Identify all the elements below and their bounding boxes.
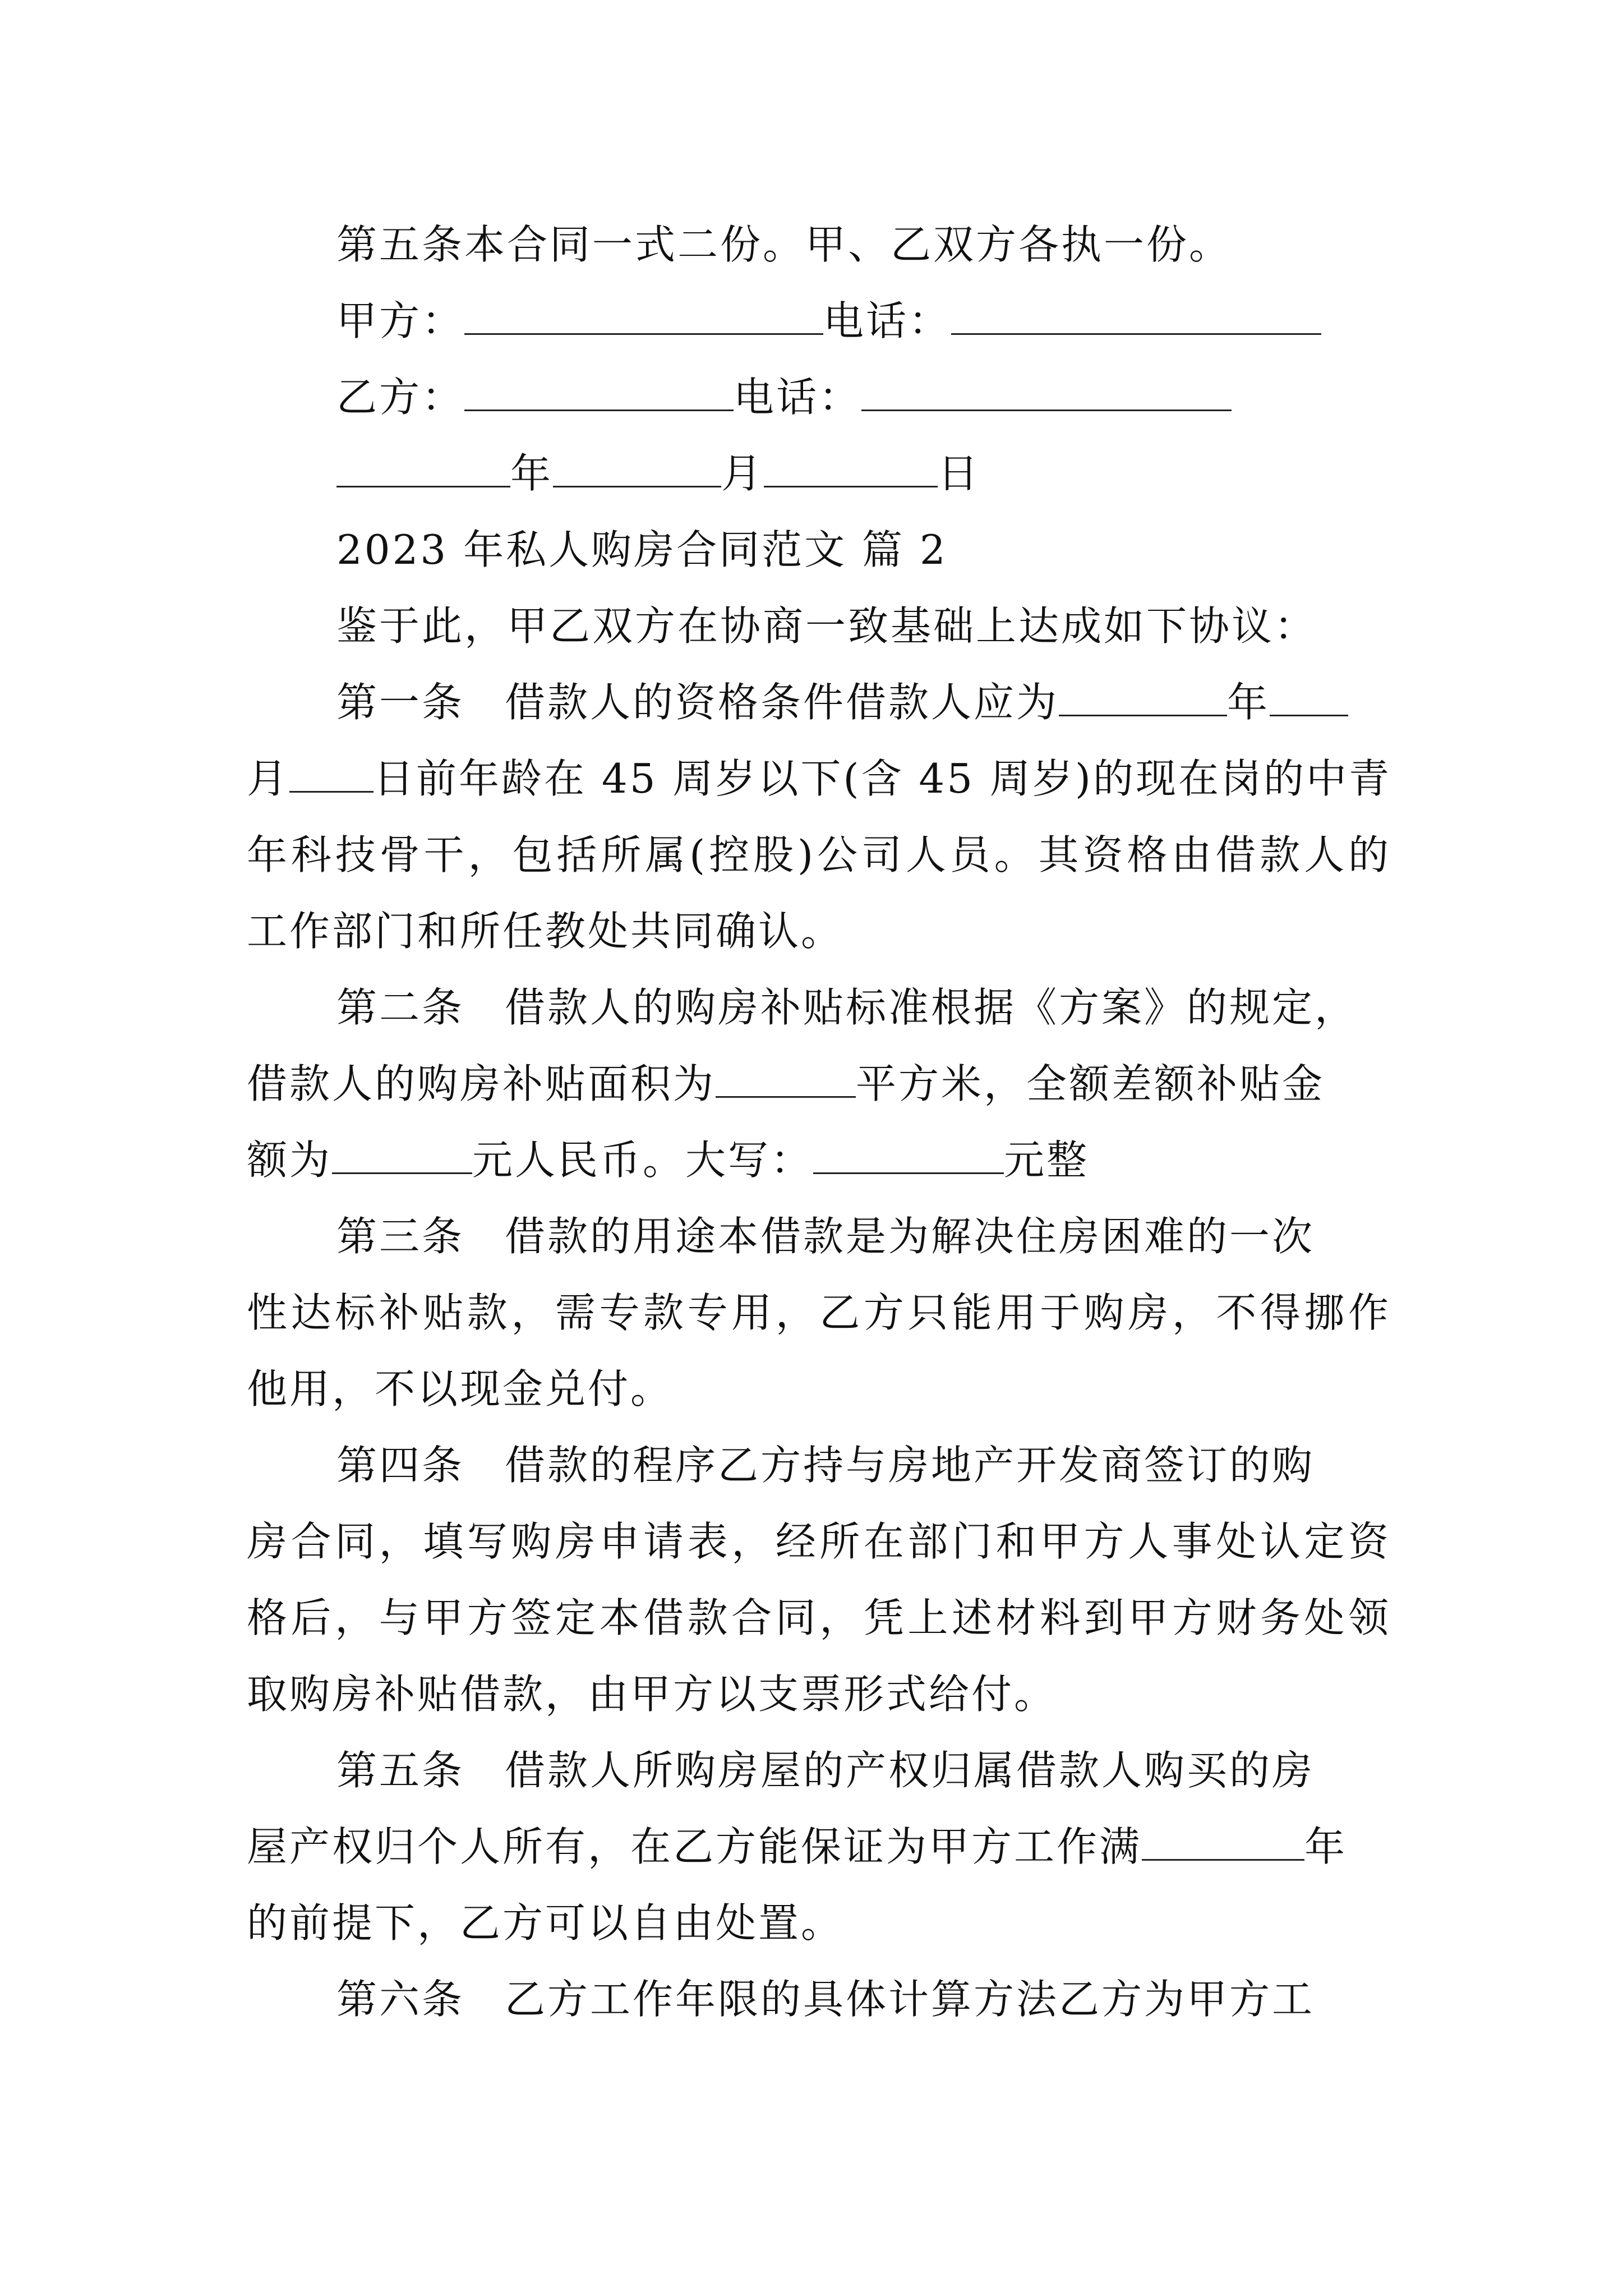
article-number: 第二条 <box>336 984 465 1031</box>
month-blank <box>553 447 721 487</box>
article-5-line-1 <box>336 1743 1391 1797</box>
heading-text: 2023 年私人购房合同范文 篇 2 <box>336 526 948 573</box>
line-text: 取购房补贴借款，由甲方以支票形式给付。 <box>247 1671 1057 1718</box>
party-a-phone-blank <box>951 294 1321 335</box>
month-blank <box>1270 675 1348 716</box>
year-label: 年 <box>1227 679 1270 726</box>
month-label: 月 <box>721 450 764 497</box>
article-5-line-2 <box>247 1820 1391 1874</box>
line-text: 借款人的购房补贴面积为 <box>247 1060 716 1107</box>
line-text: 元人民币。大写： <box>472 1137 814 1184</box>
year-blank <box>336 447 510 487</box>
line-text: 额为 <box>247 1137 333 1184</box>
day-blank <box>289 752 374 793</box>
party-b-line <box>336 370 1391 424</box>
line-text: 他用，不以现金兑付。 <box>247 1365 674 1412</box>
party-a-phone-label: 电话： <box>823 297 952 344</box>
year-label: 年 <box>510 450 554 497</box>
years-blank <box>1142 1820 1304 1861</box>
line-text: 平方米，全额差额补贴金 <box>856 1060 1325 1107</box>
article-3-line-2 <box>247 1286 1391 1340</box>
article-1-line-2 <box>247 752 1391 806</box>
article-number: 第五条 <box>336 1747 465 1794</box>
article-2-line-1 <box>336 981 1391 1034</box>
article-number: 第四条 <box>336 1442 465 1489</box>
article-4-line-4 <box>247 1667 1391 1721</box>
party-a-blank <box>464 294 823 335</box>
month-label: 月 <box>247 755 290 802</box>
date-line <box>336 447 1391 500</box>
article-1-line-3 <box>247 828 1391 882</box>
line-text: 工作部门和所任教处共同确认。 <box>247 908 844 955</box>
amount-in-words-blank <box>813 1133 1004 1174</box>
line-text: 借款的用途本借款是为解决住房困难的一次 <box>505 1213 1315 1260</box>
article-3-line-3 <box>247 1362 1391 1416</box>
line-text: 鉴于此，甲乙双方在协商一致基础上达成如下协议： <box>336 602 1317 650</box>
article-4-line-3 <box>247 1591 1391 1645</box>
line-text: 格后，与甲方签定本借款合同，凭上述材料到甲方财务处领 <box>247 1594 1391 1641</box>
line-text: 年 <box>1304 1823 1348 1870</box>
party-a-line <box>336 294 1391 348</box>
preamble <box>336 599 1391 653</box>
line-text: 屋产权归个人所有，在乙方能保证为甲方工作满 <box>247 1823 1142 1870</box>
article-6-line-1 <box>336 1972 1391 2026</box>
section-heading <box>336 523 1391 577</box>
line-text: 元整 <box>1004 1137 1090 1184</box>
article-1-line-4 <box>247 904 1391 958</box>
area-blank <box>716 1057 856 1098</box>
article-4-line-1 <box>336 1438 1391 1492</box>
article-2-line-2 <box>247 1057 1391 1111</box>
article-5-line-3 <box>247 1896 1391 1950</box>
line-text: 乙方工作年限的具体计算方法乙方为甲方工 <box>505 1976 1315 2023</box>
amount-blank <box>332 1133 472 1174</box>
line-text: 借款的程序乙方持与房地产开发商签订的购 <box>505 1442 1315 1489</box>
line-text: 性达标补贴款，需专款专用，乙方只能用于购房，不得挪作 <box>247 1289 1391 1336</box>
line-text: 日前年龄在 45 周岁以下(含 45 周岁)的现在岗的中青 <box>374 755 1391 802</box>
party-a-label: 甲方： <box>336 297 465 344</box>
party-b-phone-label: 电话： <box>734 374 862 421</box>
line-text: 第五条本合同一式二份。甲、乙双方各执一份。 <box>336 221 1232 268</box>
day-label: 日 <box>938 450 981 497</box>
party-b-blank <box>464 370 734 411</box>
line-text: 借款人的资格条件借款人应为 <box>505 679 1059 726</box>
line-text: 借款人所购房屋的产权归属借款人购买的房 <box>505 1747 1315 1794</box>
line-text: 借款人的购房补贴标准根据《方案》的规定， <box>505 984 1358 1031</box>
party-b-label: 乙方： <box>336 374 465 421</box>
article-3-line-1 <box>336 1209 1391 1263</box>
day-blank <box>764 447 938 487</box>
article-number: 第三条 <box>336 1213 465 1260</box>
line-text: 房合同，填写购房申请表，经所在部门和甲方人事处认定资 <box>247 1518 1391 1565</box>
article-number: 第六条 <box>336 1976 465 2023</box>
article-4-line-2 <box>247 1515 1391 1568</box>
line-text: 年科技骨干，包括所属(控股)公司人员。其资格由借款人的 <box>247 831 1391 878</box>
line-text: 的前提下，乙方可以自由处置。 <box>247 1899 844 1947</box>
article-2-line-3 <box>247 1133 1391 1187</box>
year-blank <box>1059 675 1227 716</box>
article-1-line-1 <box>336 675 1391 729</box>
article-number: 第一条 <box>336 679 465 726</box>
party-b-phone-blank <box>861 370 1232 411</box>
contract-copies-clause <box>336 218 1391 272</box>
